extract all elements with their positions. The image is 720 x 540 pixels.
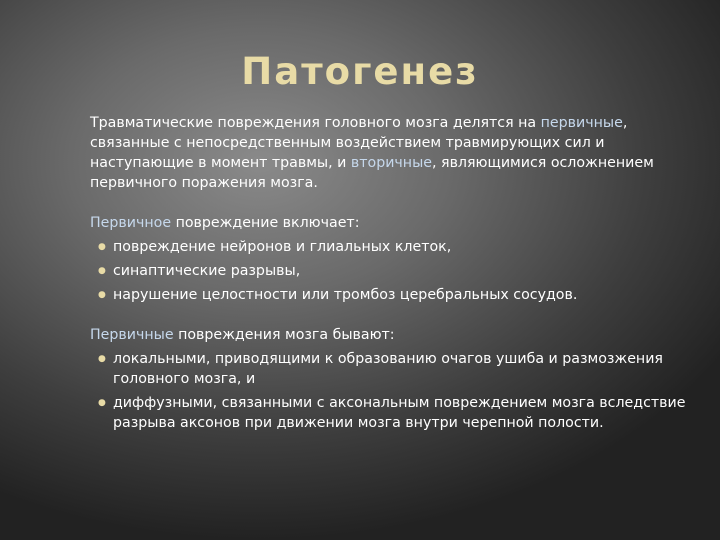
slide-body [90,113,690,453]
section2-heading-text: повреждения мозга бывают: [173,327,395,343]
intro-text-2: , связанные с непосредственным воздействием травмирующих сил и наступающие в момент травмы, и [90,115,628,171]
list-item [90,285,690,305]
list-item [90,261,690,281]
dot-bullet-icon: ● [98,290,106,300]
dot-bullet-icon: ● [98,354,106,364]
list-item-text: повреждение нейронов и глиальных клеток, [113,239,452,255]
list-item-text: диффузными, связанными с аксональным повреждением мозга вследствие разрыва аксонов при движении мозга внутри черепной полости. [113,395,686,431]
section1-term: Первичное [90,215,172,231]
section1-list [90,237,690,305]
section2-list [90,349,690,433]
section1-heading-text: повреждение включает: [171,215,360,231]
list-item-text: нарушение целостности или тромбоз церебральных сосудов. [113,287,578,303]
term-secondary: вторичные [350,155,433,171]
list-item-text: синаптические разрывы, [113,263,301,279]
term-primary: первичные [540,115,623,131]
list-item [90,393,690,433]
intro-text-3: , являющимися осложнением первичного поражения мозга. [90,155,654,191]
intro-paragraph [90,113,690,193]
dot-bullet-icon: ● [98,398,106,408]
section2-heading [90,325,690,345]
slide-title: Патогенез [241,50,479,93]
section2-term: Первичные [90,327,174,343]
intro-text-1: Травматические повреждения головного мозга делятся на [90,115,541,131]
list-item-text: локальными, приводящими к образованию очагов ушиба и размозжения головного мозга, и [113,351,663,387]
list-item [90,237,690,257]
dot-bullet-icon: ● [98,266,106,276]
dot-bullet-icon: ● [98,242,106,252]
list-item [90,349,690,389]
section1-heading [90,213,690,233]
